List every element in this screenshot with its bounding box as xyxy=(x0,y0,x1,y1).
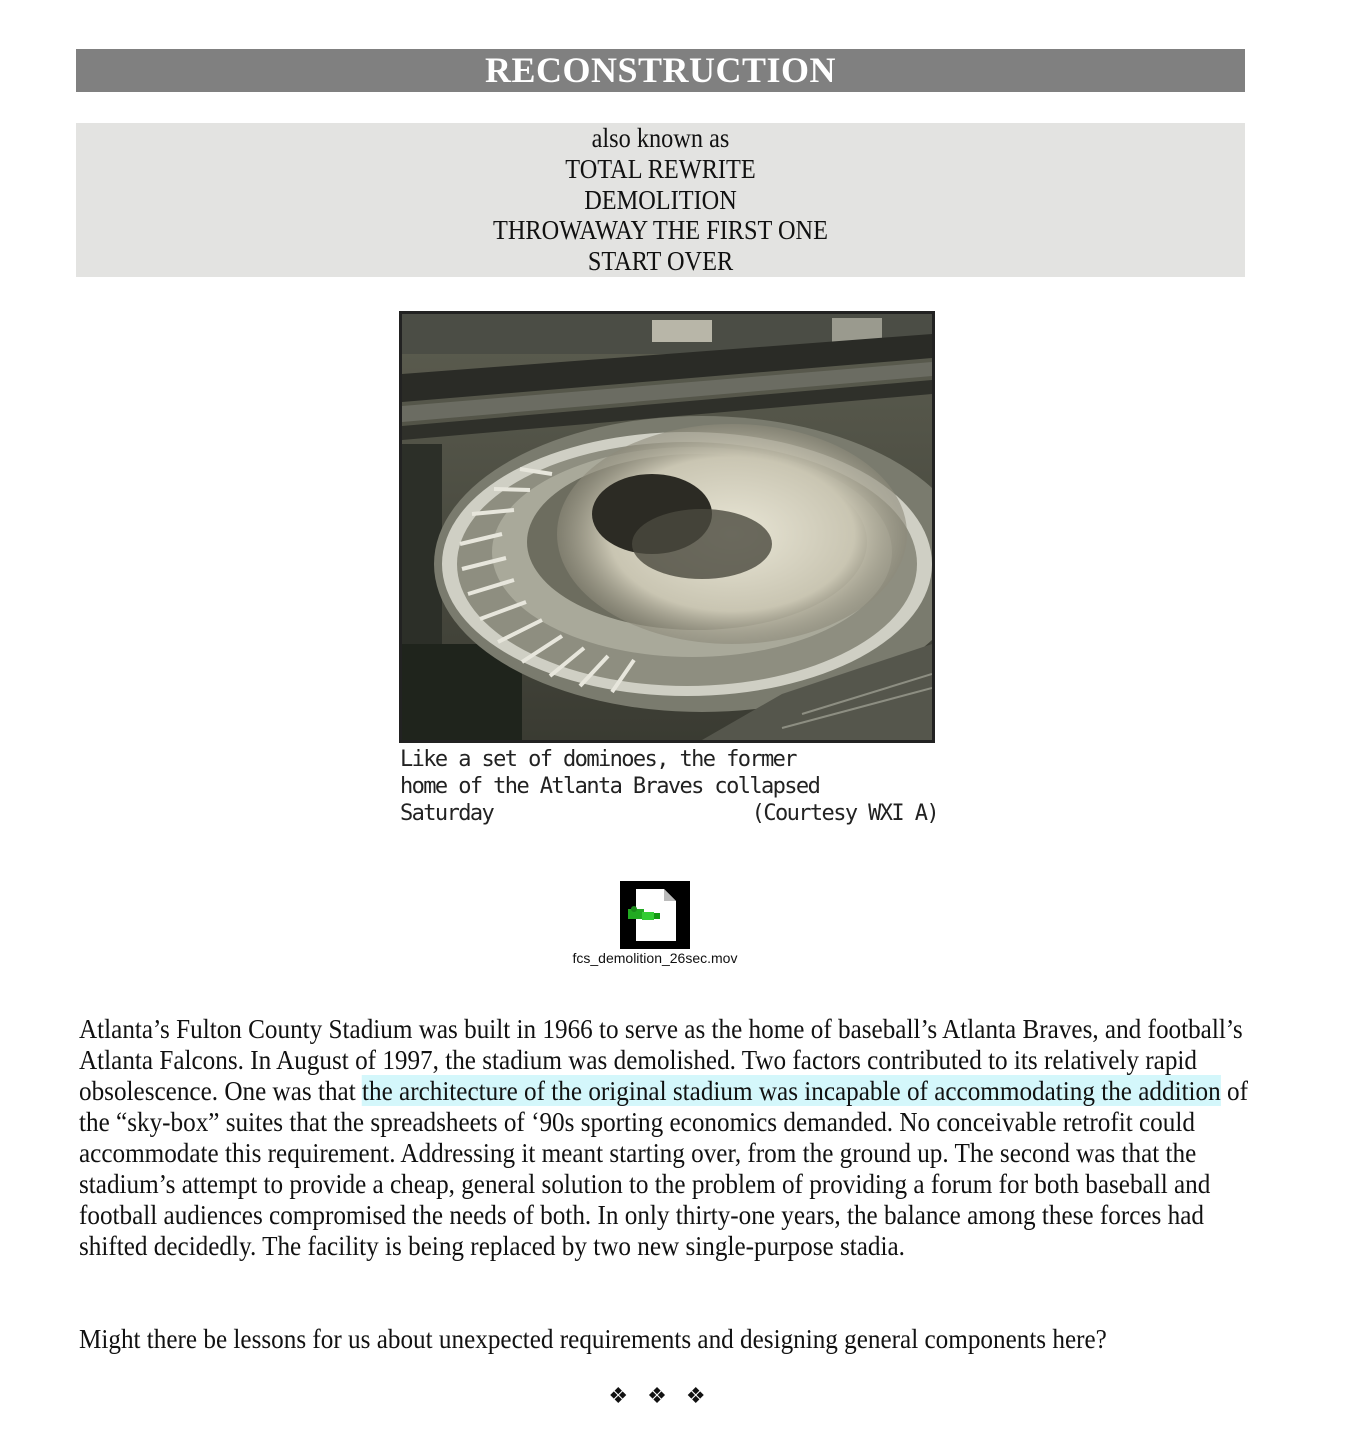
body-text-segment: Atlanta’s Fulton County Stadium was built in 1966 to serve as the home of baseball’s Atlanta Braves, and football’s Atlanta Falcons. In August of 1997, the stadium was demolished. Two factors contributed to its relatively rapid obsolescence. One was that xyxy=(79,1013,1243,1106)
aliases-box xyxy=(76,123,1245,277)
aliases-intro: also known as xyxy=(591,123,730,153)
caption-credit: (Courtesy WXI A) xyxy=(751,801,938,826)
file-name[interactable]: fcs_demolition_26sec.mov xyxy=(572,950,738,966)
movie-file-icon[interactable] xyxy=(620,881,690,949)
caption-line: home of the Atlanta Braves collapsed xyxy=(400,774,820,799)
closing-question: Might there be lessons for us about unexpected requirements and designing general components here? xyxy=(79,1323,1107,1354)
section-ornament: ❖ ❖ ❖ xyxy=(608,1384,712,1409)
alias-item: DEMOLITION xyxy=(584,184,737,215)
body-text-segment: of the “sky-box” suites that the spreadsheets of ‘90s sporting economics demanded. No conceivable retrofit could accommodate this requirement. Addressing it meant starting over, from the ground up. The second was that the stadium’s attempt to provide a cheap, general solution to the problem of providing a forum for both baseball and football audiences compromised the needs of both. In only thirty-one years, the balance among these forces had shifted decidedly. The facility is being replaced by two new single-purpose stadia. xyxy=(79,1075,1248,1261)
page-title: RECONSTRUCTION xyxy=(76,49,1245,92)
alias-item: TOTAL REWRITE xyxy=(565,153,756,184)
caption-line: Saturday xyxy=(400,801,494,826)
photo-caption xyxy=(400,746,938,827)
alias-item: THROWAWAY THE FIRST ONE xyxy=(493,215,828,246)
alias-item: START OVER xyxy=(587,246,734,277)
body-paragraph xyxy=(79,1013,1259,1261)
caption-line: Like a set of dominoes, the former xyxy=(400,747,796,772)
stadium-demolition-photo xyxy=(399,311,935,743)
highlighted-text: the architecture of the original stadium was incapable of accommodating the addition xyxy=(361,1075,1221,1106)
